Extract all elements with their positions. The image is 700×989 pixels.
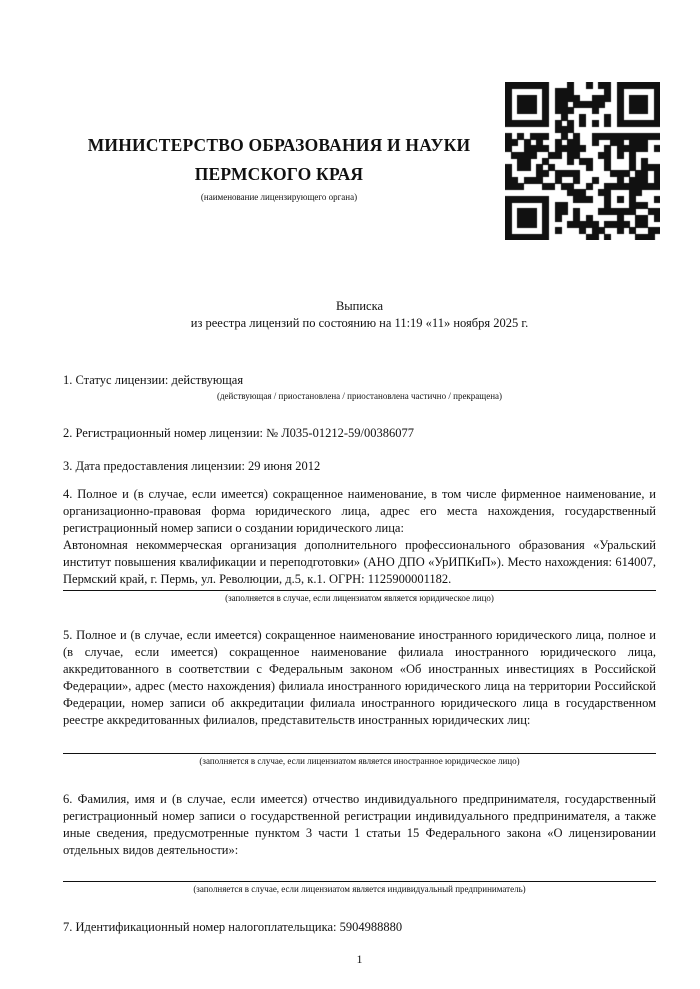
item-4-caption: (заполняется в случае, если лицензиатом является юридическое лицо)	[63, 590, 656, 604]
page-number: 1	[356, 952, 363, 966]
item-7-taxpayer-number: 7. Идентификационный номер налогоплательщика: 5904988880	[63, 920, 403, 934]
item-6-individual-entrepreneur: 6. Фамилия, имя и (в случае, если имеется) отчество индивидуального предпринимателя, государственный регистрационный номер записи о государственной регистрации индивидуального предпринимателя, а также иные сведения, предусмотренные пунктом 3 части 1 статьи 15 Федерального закона «О лицензировании отдельных видов деятельности»:	[63, 792, 656, 857]
licensing-authority-caption: (наименование лицензирующего органа)	[200, 192, 358, 202]
item-4-value: Автономная некоммерческая организация дополнительного профессионального образования «Уральский институт повышения квалификации и переподготовки» (АНО ДПО «УрИПКиП»). Место нахождения: 614007, Пермский край, г. Пермь, ул. Революции, д.5, к.1. ОГРН: 1125900001182.	[63, 538, 656, 586]
ministry-name-line1: МИНИСТЕРСТВО ОБРАЗОВАНИЯ И НАУКИ	[87, 135, 471, 155]
item-2-registration-number: 2. Регистрационный номер лицензии: № Л035-01212-59/00386077	[63, 426, 414, 440]
item-6-caption: (заполняется в случае, если лицензиатом является индивидуальный предприниматель)	[63, 881, 656, 895]
item-1-caption: (действующая / приостановлена / приостановлена частично / прекращена)	[216, 391, 503, 401]
item-4-label: 4. Полное и (в случае, если имеется) сокращенное наименование, в том числе фирменное наименование, и организационно-правовая форма юридического лица, адрес его места нахождения, государственный регистрационный номер записи о создании юридического лица:	[63, 487, 656, 535]
item-5-foreign-entity: 5. Полное и (в случае, если имеется) сокращенное наименование иностранного юридического лица, полное и (в случае, если имеется) сокращенное наименование филиала иностранного юридического лица, аккредитованного в соответствии с Федеральным законом «Об иностранных инвестициях в Российской Федерации», адрес (место нахождения) филиала иностранного юридического лица на территории Российской Федерации, номер записи об аккредитации филиала иностранного юридического лица в государственном реестре аккредитованных филиалов, представительств иностранных юридических лиц:	[63, 628, 656, 727]
item-5-caption: (заполняется в случае, если лицензиатом является иностранное юридическое лицо)	[63, 753, 656, 767]
item-4-legal-entity	[63, 486, 656, 588]
document-title	[63, 298, 656, 332]
document-title-line2: из реестра лицензий по состоянию на 11:19 «11» ноября 2025 г.	[190, 316, 529, 330]
document-title-line1: Выписка	[335, 299, 384, 313]
item-3-license-date: 3. Дата предоставления лицензии: 29 июня 2012	[63, 459, 321, 473]
ministry-name-line2: ПЕРМСКОГО КРАЯ	[194, 164, 364, 184]
item-1-license-status: 1. Статус лицензии: действующая	[63, 373, 244, 387]
